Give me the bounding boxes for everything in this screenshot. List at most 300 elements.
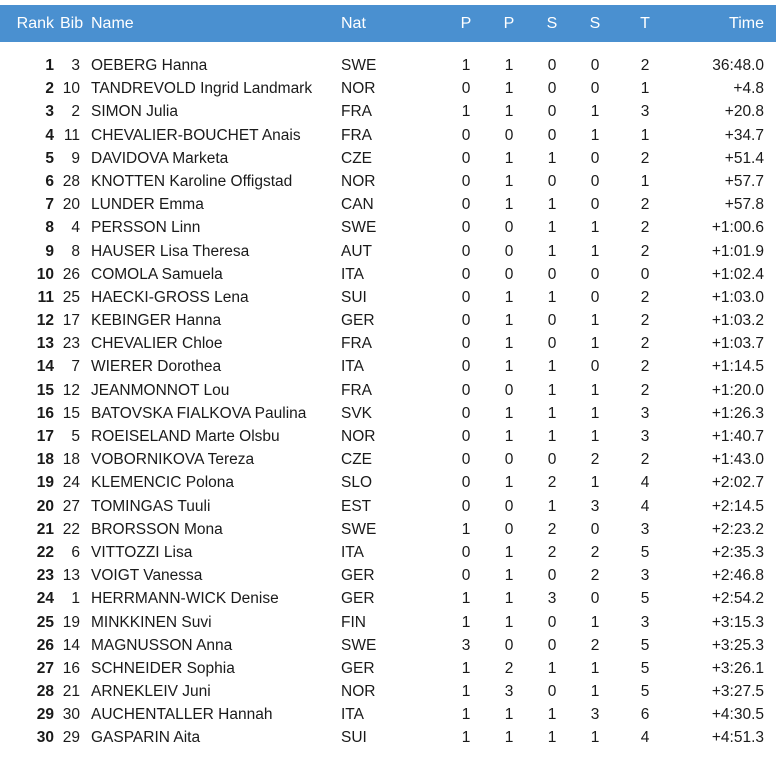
bib-cell: 29 — [62, 729, 80, 747]
finish-time: +1:03.2 — [711, 312, 764, 330]
nation-code: ITA — [341, 265, 364, 283]
table-row[interactable] — [0, 170, 776, 193]
table-row[interactable] — [0, 634, 776, 657]
prone-2-misses: 0 — [504, 636, 514, 654]
nation-code: AUT — [341, 242, 372, 260]
athlete-name: SCHNEIDER Sophia — [91, 659, 235, 677]
prone-1-misses: 3 — [461, 636, 471, 654]
rank-cell: 25 — [36, 613, 54, 631]
rank-cell: 8 — [45, 219, 54, 237]
rank-cell: 27 — [36, 659, 54, 677]
standing-1-misses: 0 — [547, 172, 557, 190]
prone-2-misses: 1 — [504, 404, 514, 422]
table-row[interactable] — [0, 332, 776, 355]
standing-1-misses: 2 — [547, 520, 557, 538]
column-header-standing-1[interactable]: S — [546, 15, 558, 32]
table-row[interactable] — [0, 471, 776, 494]
bib-cell: 19 — [62, 613, 80, 631]
finish-time: 36:48.0 — [712, 57, 764, 74]
bib-cell: 24 — [62, 474, 80, 492]
athlete-name: ROEISELAND Marte Olsbu — [91, 428, 280, 445]
standing-2-misses: 1 — [590, 474, 600, 492]
rank-cell: 23 — [36, 567, 54, 585]
finish-time: +34.7 — [724, 126, 764, 144]
prone-2-misses: 1 — [504, 288, 514, 306]
standing-1-misses: 0 — [547, 567, 557, 585]
prone-1-misses: 0 — [461, 172, 471, 190]
prone-1-misses: 0 — [461, 335, 471, 353]
total-misses: 2 — [640, 149, 650, 167]
total-misses: 4 — [640, 474, 650, 492]
prone-2-misses: 1 — [504, 57, 514, 74]
standing-1-misses: 1 — [547, 381, 557, 399]
table-row[interactable] — [0, 703, 776, 726]
total-misses: 2 — [640, 219, 650, 237]
athlete-name: BATOVSKA FIALKOVA Paulina — [91, 404, 307, 422]
total-misses: 5 — [640, 636, 650, 654]
table-row[interactable] — [0, 379, 776, 402]
athlete-name: MINKKINEN Suvi — [91, 613, 212, 631]
total-misses: 5 — [640, 590, 650, 608]
rank-cell: 30 — [36, 729, 54, 747]
standing-2-misses: 1 — [590, 404, 600, 422]
athlete-name: HERRMANN-WICK Denise — [91, 590, 279, 608]
prone-2-misses: 1 — [504, 358, 514, 376]
nation-code: GER — [341, 567, 375, 585]
standing-2-misses: 0 — [590, 288, 600, 306]
table-row[interactable] — [0, 193, 776, 216]
nation-code: SVK — [341, 404, 373, 422]
table-row[interactable] — [0, 286, 776, 309]
bib-cell: 18 — [62, 451, 80, 469]
prone-1-misses: 0 — [461, 196, 471, 214]
table-row[interactable] — [0, 263, 776, 286]
bib-cell: 15 — [62, 404, 80, 422]
total-misses: 3 — [640, 613, 650, 631]
nation-code: NOR — [341, 172, 376, 190]
athlete-name: GASPARIN Aita — [91, 729, 201, 747]
athlete-name: DAVIDOVA Marketa — [91, 149, 229, 167]
nation-code: FIN — [341, 613, 366, 631]
prone-2-misses: 1 — [504, 543, 514, 561]
standing-2-misses: 1 — [590, 335, 600, 353]
prone-1-misses: 1 — [461, 57, 471, 74]
prone-2-misses: 0 — [504, 126, 514, 144]
rank-cell: 20 — [36, 497, 54, 515]
column-header-rank[interactable]: Rank — [16, 15, 54, 32]
prone-2-misses: 1 — [504, 706, 514, 724]
standing-1-misses: 1 — [547, 196, 557, 214]
table-body — [0, 42, 776, 750]
prone-2-misses: 1 — [504, 428, 514, 445]
standing-1-misses: 1 — [547, 358, 557, 376]
standing-2-misses: 2 — [590, 636, 600, 654]
nation-code: FRA — [341, 103, 372, 121]
prone-2-misses: 1 — [504, 312, 514, 330]
athlete-name: KNOTTEN Karoline Offigstad — [91, 172, 293, 190]
total-misses: 4 — [640, 729, 650, 747]
finish-time: +2:46.8 — [711, 567, 764, 585]
prone-1-misses: 0 — [461, 80, 471, 98]
standing-2-misses: 1 — [590, 381, 600, 399]
rank-cell: 5 — [45, 149, 54, 167]
bib-cell: 13 — [62, 567, 80, 585]
prone-2-misses: 1 — [504, 590, 514, 608]
standing-2-misses: 0 — [590, 149, 600, 167]
finish-time: +57.8 — [724, 196, 764, 214]
standing-2-misses: 0 — [590, 80, 600, 98]
bib-cell: 7 — [71, 358, 80, 376]
finish-time: +1:14.5 — [711, 358, 764, 376]
finish-time: +2:14.5 — [711, 497, 764, 515]
finish-time: +4:30.5 — [711, 706, 764, 724]
table-row[interactable] — [0, 124, 776, 147]
prone-2-misses: 0 — [504, 497, 514, 515]
athlete-name: KEBINGER Hanna — [91, 312, 222, 330]
standing-1-misses: 2 — [547, 474, 557, 492]
finish-time: +1:40.7 — [711, 428, 764, 445]
standing-2-misses: 1 — [590, 312, 600, 330]
prone-2-misses: 1 — [504, 613, 514, 631]
athlete-name: BRORSSON Mona — [91, 520, 223, 538]
prone-1-misses: 0 — [461, 219, 471, 237]
total-misses: 0 — [640, 265, 650, 283]
column-header-time[interactable]: Time — [729, 15, 764, 32]
total-misses: 1 — [640, 126, 650, 144]
athlete-name: VOBORNIKOVA Tereza — [91, 451, 255, 469]
standing-2-misses: 3 — [590, 497, 600, 515]
bib-cell: 25 — [62, 288, 80, 306]
bib-cell: 21 — [62, 683, 80, 701]
prone-1-misses: 0 — [461, 288, 471, 306]
standing-2-misses: 1 — [590, 683, 600, 701]
rank-cell: 17 — [36, 428, 54, 445]
prone-2-misses: 3 — [504, 683, 514, 701]
total-misses: 2 — [640, 451, 650, 469]
standing-1-misses: 0 — [547, 57, 557, 74]
nation-code: SWE — [341, 520, 377, 538]
athlete-name: HAECKI-GROSS Lena — [91, 288, 249, 306]
athlete-name: JEANMONNOT Lou — [91, 381, 230, 399]
total-misses: 1 — [640, 172, 650, 190]
prone-1-misses: 0 — [461, 126, 471, 144]
finish-time: +51.4 — [724, 149, 764, 167]
standing-1-misses: 0 — [547, 126, 557, 144]
rank-cell: 29 — [36, 706, 54, 724]
athlete-name: CHEVALIER Chloe — [91, 335, 223, 353]
bib-cell: 1 — [71, 590, 80, 608]
bib-cell: 26 — [62, 265, 80, 283]
nation-code: FRA — [341, 126, 372, 144]
athlete-name: PERSSON Linn — [91, 219, 201, 237]
standing-2-misses: 1 — [590, 428, 600, 445]
table-header — [0, 5, 776, 42]
standing-2-misses: 2 — [590, 567, 600, 585]
athlete-name: SIMON Julia — [91, 103, 178, 121]
standing-2-misses: 0 — [590, 57, 600, 74]
standing-1-misses: 1 — [547, 428, 557, 445]
prone-1-misses: 0 — [461, 428, 471, 445]
prone-2-misses: 0 — [504, 242, 514, 260]
total-misses: 2 — [640, 312, 650, 330]
standing-1-misses: 0 — [547, 451, 557, 469]
rank-cell: 9 — [45, 242, 54, 260]
standing-2-misses: 0 — [590, 196, 600, 214]
bib-cell: 9 — [71, 149, 80, 167]
table-row[interactable] — [0, 518, 776, 541]
total-misses: 3 — [640, 404, 650, 422]
prone-2-misses: 1 — [504, 729, 514, 747]
nation-code: FRA — [341, 381, 372, 399]
total-misses: 3 — [640, 520, 650, 538]
prone-2-misses: 1 — [504, 567, 514, 585]
finish-time: +1:00.6 — [711, 219, 764, 237]
bib-cell: 11 — [63, 126, 80, 144]
total-misses: 5 — [640, 659, 650, 677]
prone-1-misses: 0 — [461, 312, 471, 330]
standing-1-misses: 1 — [547, 706, 557, 724]
standing-1-misses: 1 — [547, 242, 557, 260]
table-row[interactable] — [0, 402, 776, 425]
table-row[interactable] — [0, 309, 776, 332]
standing-1-misses: 0 — [547, 103, 557, 121]
total-misses: 2 — [640, 242, 650, 260]
finish-time: +2:23.2 — [711, 520, 764, 538]
prone-1-misses: 0 — [461, 543, 471, 561]
total-misses: 2 — [640, 358, 650, 376]
rank-cell: 10 — [36, 265, 54, 283]
finish-time: +2:35.3 — [711, 543, 764, 561]
nation-code: GER — [341, 312, 375, 330]
table-row[interactable] — [0, 587, 776, 610]
athlete-name: VOIGT Vanessa — [91, 567, 203, 585]
standing-2-misses: 1 — [590, 613, 600, 631]
prone-1-misses: 1 — [461, 103, 471, 121]
standing-2-misses: 0 — [590, 590, 600, 608]
bib-cell: 30 — [62, 706, 80, 724]
nation-code: GER — [341, 590, 375, 608]
finish-time: +2:54.2 — [711, 590, 764, 608]
nation-code: CAN — [341, 196, 374, 214]
bib-cell: 17 — [62, 312, 80, 330]
prone-2-misses: 1 — [504, 149, 514, 167]
nation-code: FRA — [341, 335, 372, 353]
finish-time: +2:02.7 — [711, 474, 764, 492]
rank-cell: 22 — [36, 543, 54, 561]
bib-cell: 20 — [62, 196, 80, 214]
rank-cell: 21 — [36, 520, 54, 538]
standing-2-misses: 0 — [590, 265, 600, 283]
nation-code: ITA — [341, 358, 364, 376]
prone-1-misses: 1 — [461, 729, 471, 747]
prone-2-misses: 2 — [504, 659, 514, 677]
table-row[interactable] — [0, 657, 776, 680]
standing-1-misses: 1 — [547, 288, 557, 306]
total-misses: 6 — [640, 706, 650, 724]
standing-2-misses: 1 — [590, 242, 600, 260]
table-row[interactable] — [0, 495, 776, 518]
prone-1-misses: 0 — [461, 265, 471, 283]
standing-1-misses: 0 — [547, 265, 557, 283]
column-header-standing-2[interactable]: S — [589, 15, 601, 32]
table-row[interactable] — [0, 100, 776, 123]
rank-cell: 28 — [36, 683, 54, 701]
finish-time: +4.8 — [733, 80, 764, 98]
athlete-name: TANDREVOLD Ingrid Landmark — [91, 80, 313, 98]
total-misses: 2 — [640, 57, 650, 74]
standing-1-misses: 1 — [547, 219, 557, 237]
bib-cell: 14 — [62, 636, 80, 654]
nation-code: NOR — [341, 80, 376, 98]
bib-cell: 12 — [62, 381, 80, 399]
prone-2-misses: 0 — [504, 265, 514, 283]
table-row[interactable] — [0, 680, 776, 703]
prone-1-misses: 0 — [461, 404, 471, 422]
rank-cell: 6 — [45, 172, 54, 190]
nation-code: NOR — [341, 428, 376, 445]
standing-1-misses: 0 — [547, 80, 557, 98]
bib-cell: 5 — [71, 428, 80, 445]
column-header-prone-2[interactable]: P — [503, 15, 515, 32]
rank-cell: 19 — [36, 474, 54, 492]
finish-time: +3:25.3 — [711, 636, 764, 654]
total-misses: 4 — [640, 497, 650, 515]
standing-1-misses: 0 — [547, 613, 557, 631]
finish-time: +1:26.3 — [711, 404, 764, 422]
prone-2-misses: 0 — [504, 451, 514, 469]
rank-cell: 7 — [45, 196, 54, 214]
athlete-name: VITTOZZI Lisa — [91, 543, 193, 561]
table-row[interactable] — [0, 77, 776, 100]
rank-cell: 14 — [36, 358, 54, 376]
table-row[interactable] — [0, 54, 776, 77]
athlete-name: OEBERG Hanna — [91, 57, 208, 74]
standing-2-misses: 0 — [590, 358, 600, 376]
prone-2-misses: 0 — [504, 219, 514, 237]
bib-cell: 22 — [62, 520, 80, 538]
rank-cell: 26 — [36, 636, 54, 654]
prone-1-misses: 0 — [461, 381, 471, 399]
nation-code: CZE — [341, 451, 372, 469]
table-row[interactable] — [0, 425, 776, 448]
athlete-name: KLEMENCIC Polona — [91, 474, 235, 492]
table-row[interactable] — [0, 448, 776, 471]
column-header-nat[interactable]: Nat — [341, 15, 366, 32]
table-row[interactable] — [0, 240, 776, 263]
finish-time: +57.7 — [724, 172, 764, 190]
bib-cell: 3 — [71, 57, 80, 74]
total-misses: 5 — [640, 683, 650, 701]
rank-cell: 1 — [45, 57, 54, 74]
rank-cell: 18 — [36, 451, 54, 469]
rank-cell: 12 — [36, 312, 54, 330]
bib-cell: 6 — [71, 543, 80, 561]
table-row[interactable] — [0, 564, 776, 587]
total-misses: 3 — [640, 103, 650, 121]
standing-2-misses: 1 — [590, 659, 600, 677]
athlete-name: HAUSER Lisa Theresa — [91, 242, 250, 260]
athlete-name: MAGNUSSON Anna — [91, 636, 233, 654]
table-row[interactable] — [0, 541, 776, 564]
table-row[interactable] — [0, 147, 776, 170]
nation-code: SWE — [341, 57, 377, 74]
rank-cell: 11 — [37, 288, 54, 306]
standing-2-misses: 3 — [590, 706, 600, 724]
standing-2-misses: 1 — [590, 126, 600, 144]
prone-2-misses: 1 — [504, 172, 514, 190]
nation-code: CZE — [341, 149, 372, 167]
finish-time: +3:26.1 — [711, 659, 764, 677]
finish-time: +1:01.9 — [711, 242, 764, 260]
finish-time: +20.8 — [724, 103, 764, 121]
prone-1-misses: 1 — [461, 520, 471, 538]
prone-1-misses: 0 — [461, 242, 471, 260]
standing-1-misses: 0 — [547, 683, 557, 701]
nation-code: SWE — [341, 636, 377, 654]
bib-cell: 28 — [62, 172, 80, 190]
standing-1-misses: 1 — [547, 659, 557, 677]
table-row[interactable] — [0, 611, 776, 634]
standing-2-misses: 0 — [590, 520, 600, 538]
table-row[interactable] — [0, 726, 776, 749]
nation-code: ITA — [341, 706, 364, 724]
athlete-name: WIERER Dorothea — [91, 358, 222, 376]
prone-1-misses: 1 — [461, 590, 471, 608]
table-row[interactable] — [0, 216, 776, 239]
finish-time: +1:20.0 — [711, 381, 764, 399]
prone-1-misses: 1 — [461, 659, 471, 677]
athlete-name: AUCHENTALLER Hannah — [91, 706, 273, 724]
finish-time: +4:51.3 — [711, 729, 764, 747]
prone-1-misses: 0 — [461, 567, 471, 585]
bib-cell: 4 — [71, 219, 80, 237]
standing-1-misses: 1 — [547, 497, 557, 515]
rank-cell: 13 — [36, 335, 54, 353]
bib-cell: 10 — [62, 80, 80, 98]
prone-1-misses: 0 — [461, 149, 471, 167]
athlete-name: ARNEKLEIV Juni — [91, 683, 211, 701]
finish-time: +1:02.4 — [711, 265, 764, 283]
total-misses: 1 — [640, 80, 650, 98]
finish-time: +1:03.7 — [711, 335, 764, 353]
prone-2-misses: 0 — [504, 520, 514, 538]
rank-cell: 3 — [45, 103, 54, 121]
table-row[interactable] — [0, 355, 776, 378]
prone-2-misses: 1 — [504, 103, 514, 121]
total-misses: 2 — [640, 288, 650, 306]
standing-2-misses: 1 — [590, 103, 600, 121]
column-header-total[interactable]: T — [640, 15, 650, 32]
column-header-name[interactable]: Name — [91, 15, 134, 32]
total-misses: 2 — [640, 196, 650, 214]
column-header-prone-1[interactable]: P — [460, 15, 472, 32]
nation-code: NOR — [341, 683, 376, 701]
prone-2-misses: 1 — [504, 335, 514, 353]
rank-cell: 15 — [36, 381, 54, 399]
bib-cell: 2 — [71, 103, 80, 121]
prone-1-misses: 0 — [461, 474, 471, 492]
finish-time: +3:27.5 — [711, 683, 764, 701]
bib-cell: 8 — [71, 242, 80, 260]
prone-1-misses: 1 — [461, 683, 471, 701]
standing-2-misses: 2 — [590, 451, 600, 469]
rank-cell: 16 — [36, 404, 54, 422]
athlete-name: LUNDER Emma — [91, 196, 204, 214]
standing-1-misses: 1 — [547, 149, 557, 167]
column-header-bib[interactable]: Bib — [60, 15, 84, 32]
standing-2-misses: 0 — [590, 172, 600, 190]
standing-2-misses: 1 — [590, 729, 600, 747]
